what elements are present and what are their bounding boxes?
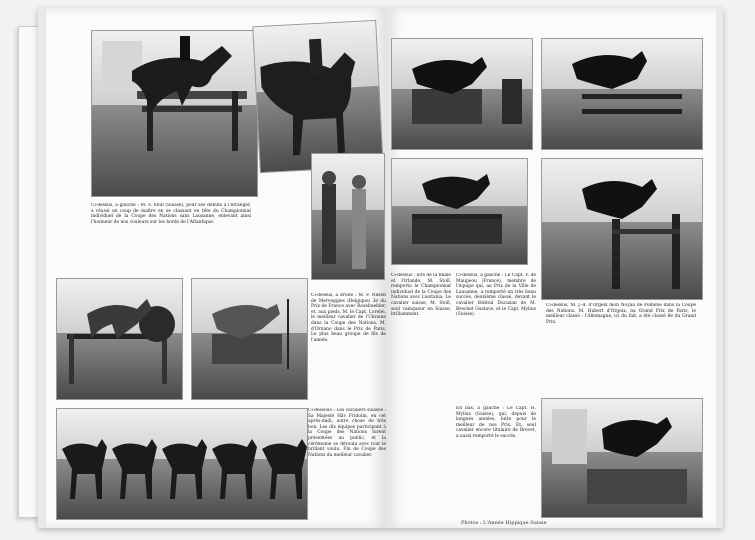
photo-jump-sandbag-wall — [541, 398, 703, 518]
horse-jump-illustration-4 — [392, 39, 532, 149]
caption-bottom-left: Ci-dessous : Les cavaliers suisses : Sa Majesté Hâv Fridolin, en cet après-midi, autre chose de très bon. Les dix équipes participant à la Coupe des Nations furent présentées au public, et la cérémonie se déroula avec tout le brillant voulu. Fin de Coupe des Nations du meilleur cavalier. — [308, 408, 386, 458]
two-riders-illustration — [312, 154, 384, 279]
horse-jump-illustration-3 — [192, 279, 307, 399]
caption-column-4: Ci-dessus, M. J.-d. d'Orgeix mon Noyau de Pomone dans la Coupe des Nations. M. Hubert d'Orgeix, au Grand Prix de Paris, le meilleur classé : l'Allemagne, ici du fait, a été classé 8e du Grand Prix. — [546, 303, 696, 325]
caption-column-2: Ci-dessus, à gauche : Le Capt. F. de Maupeou (France), membre de l'équipe qui, au Prix de la Ville de Lausanne, a remporté un très beau succès, deuxième classé, devant le cavalier fédéral Ducazan de M. Brechet Gustave, et le Capt. Mylius (Suisse). — [456, 273, 536, 318]
caption-middle-left: Ci-dessus, à droite : M. F. Nilsen de Merveggies (Belgique) 3e du Prix de France avec Rosebuehler, et, aux pieds, M. le Capt. Lorelei, le meilleur cavalier de l'Ukraine dans la Coupe des Nations. M. d'Ornano dans le Prix de Paris. Le plus beau groupe de fils de l'année. — [311, 293, 386, 343]
riders-lineup-illustration — [57, 409, 307, 519]
horse-jump-illustration-8 — [542, 399, 702, 517]
horse-jump-illustration-6 — [392, 159, 527, 264]
rider-horse-illustration — [253, 21, 382, 172]
photo-riders-conversation — [311, 153, 385, 280]
horse-jump-illustration-7 — [542, 159, 702, 299]
photo-credit: Photos : L'Année Hippique Suisse — [461, 520, 547, 526]
photo-jump-green-gate — [56, 278, 183, 400]
photo-swiss-riders-lineup — [56, 408, 308, 520]
photo-jump-oxer — [541, 38, 703, 150]
caption-column-1: Ci-dessus : lors de la finale et l'Irlande, M. Stoll, remporta le Championnat individuel de la Coupe des Nations avec Lusitania. Le cavalier suisse, M. Stoll, seul vainqueur en Suisse, brillamment. — [391, 273, 451, 318]
horse-jump-illustration — [92, 31, 257, 196]
photo-jump-white-fence — [391, 38, 533, 150]
caption-top-left: Ci-dessus, à gauche : M. F. Stoll (Suisse), pour ses débuts à l'étranger, a réussi un coup de maître en se classant en tête du Championnat individuel de la Coupe des Nations sans Lausanne, enlevant ainsi l'honneur de nos couleurs sur les bords de l'Atlantique. — [91, 203, 251, 225]
photo-rider-standing-horse — [252, 20, 384, 173]
left-page — [46, 8, 386, 528]
photo-rider-jumping-wall — [91, 30, 258, 197]
photo-jump-hedge — [391, 158, 528, 265]
photo-jump-with-flag — [191, 278, 308, 400]
photo-jump-wall-poles — [541, 158, 703, 300]
horse-jump-illustration-2 — [57, 279, 182, 399]
caption-column-3: En bas, à gauche : Le Capt. H. Mylius (Suisse), qui, depuis de longues années, lutte pour le meilleur de nos Prix. Et, seul cavalier encore titulaire de Brevet, a aussi remporté le succès. — [456, 406, 536, 439]
horse-jump-illustration-5 — [542, 39, 702, 149]
magazine-spread — [38, 8, 723, 528]
right-page — [386, 8, 716, 528]
